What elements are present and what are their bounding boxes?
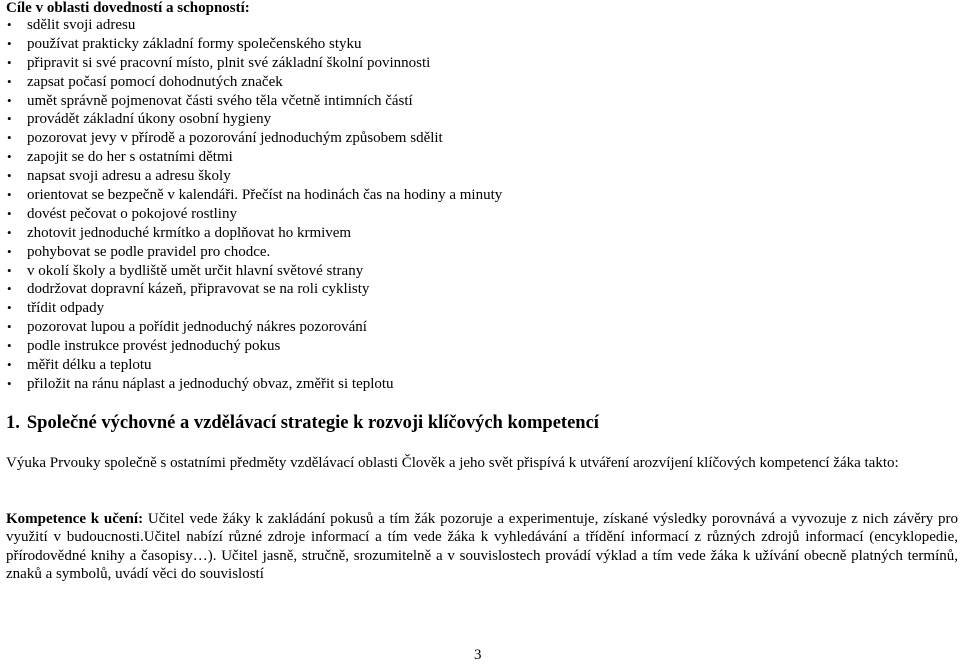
bullet-icon: •	[7, 300, 12, 316]
bullet-icon: •	[7, 111, 12, 127]
bullet-icon: •	[7, 375, 12, 391]
list-item	[0, 243, 502, 262]
list-item-text: připravit si své pracovní místo, plnit své základní školní povinnosti	[27, 54, 431, 71]
chapter-heading-text: Společné výchovné a vzdělávací strategie k rozvoji klíčových kompetencí	[26, 413, 599, 433]
bullet-icon: •	[7, 281, 12, 297]
list-item-text: přiložit na ránu náplast a jednoduchý obvaz, změřit si teplotu	[27, 375, 394, 392]
chapter-heading-number: 1.	[6, 413, 20, 433]
list-item	[0, 73, 502, 92]
competence-paragraph	[6, 510, 958, 584]
competence-text: Učitel vede žáky k zakládání pokusů a tím žák pozoruje a experimentuje, získané výsledky porovnává a vyvozuje z nich závěry pro využití v budoucnosti.Učitel nabízí různé zdroje informací a tím vede žáka k vyhledávání a třídění informací z různých zdrojů informací (encyklopedie, přírodovědné knihy a časopisy…). Učitel jasně, stručně, srozumitelně a v souvislostech provádí výklad a tím vede žáka k užívání obecně platných termínů, znaků a symbolů, uvádí věci do souvislostí	[6, 511, 959, 583]
list-item	[0, 167, 502, 186]
bullet-icon: •	[7, 262, 12, 278]
list-item-text: pozorovat jevy v přírodě a pozorování jednoduchým způsobem sdělit	[27, 130, 443, 147]
list-item	[0, 356, 502, 375]
list-item-text: zapojit se do her s ostatními dětmi	[27, 149, 233, 166]
list-item	[0, 375, 502, 394]
list-item	[0, 16, 502, 35]
list-item	[0, 148, 502, 167]
list-item-text: provádět základní úkony osobní hygieny	[27, 111, 272, 128]
list-item	[0, 110, 502, 129]
list-item	[0, 186, 502, 205]
list-item	[0, 205, 502, 224]
list-item-text: dodržovat dopravní kázeň, připravovat se na roli cyklisty	[27, 281, 370, 298]
section-title: Cíle v oblasti dovedností a schopností:	[6, 0, 250, 16]
page-number: 3	[474, 647, 482, 663]
list-item-text: třídit odpady	[27, 300, 105, 317]
list-item-text: umět správně pojmenovat části svého těla včetně intimních částí	[27, 92, 413, 109]
list-item-text: používat prakticky základní formy společenského styku	[27, 35, 362, 52]
list-item-text: v okolí školy a bydliště umět určit hlavní světové strany	[27, 262, 364, 279]
list-item	[0, 262, 502, 281]
list-item-text: napsat svoji adresu a adresu školy	[27, 168, 231, 185]
list-item-text: sdělit svoji adresu	[27, 17, 136, 33]
list-item	[0, 54, 502, 73]
chapter-heading	[6, 410, 599, 436]
list-item-text: zhotovit jednoduché krmítko a doplňovat ho krmivem	[27, 224, 352, 241]
list-item	[0, 337, 502, 356]
bullet-icon: •	[7, 224, 12, 240]
list-item	[0, 299, 502, 318]
list-item-text: pozorovat lupou a pořídit jednoduchý nákres pozorování	[27, 319, 367, 336]
bullet-icon: •	[7, 149, 12, 165]
list-item	[0, 35, 502, 54]
list-item-text: orientovat se bezpečně v kalendáři. Přečíst na hodinách čas na hodiny a minuty	[27, 187, 503, 204]
bullet-icon: •	[7, 357, 12, 373]
list-item	[0, 92, 502, 111]
list-item-text: dovést pečovat o pokojové rostliny	[27, 205, 237, 222]
competence-label: Kompetence k učení:	[6, 511, 144, 527]
intro-paragraph: Výuka Prvouky společně s ostatními předměty vzdělávací oblasti Člověk a jeho svět přispívá k utváření arozvíjení klíčových kompetencí žáka takto:	[6, 455, 899, 471]
goals-list	[0, 16, 502, 394]
list-item-text: podle instrukce provést jednoduchý pokus	[27, 338, 281, 355]
list-item-text: měřit délku a teplotu	[27, 357, 152, 374]
bullet-icon: •	[7, 17, 12, 32]
bullet-icon: •	[7, 243, 12, 259]
bullet-icon: •	[7, 319, 12, 335]
bullet-icon: •	[7, 54, 12, 70]
list-item-text: zapsat počasí pomocí dohodnutých značek	[27, 73, 283, 90]
list-item	[0, 280, 502, 299]
bullet-icon: •	[7, 35, 12, 51]
bullet-icon: •	[7, 130, 12, 146]
list-item	[0, 224, 502, 243]
bullet-icon: •	[7, 338, 12, 354]
bullet-icon: •	[7, 205, 12, 221]
bullet-icon: •	[7, 92, 12, 108]
list-item-text: pohybovat se podle pravidel pro chodce.	[27, 243, 271, 260]
list-item	[0, 318, 502, 337]
bullet-icon: •	[7, 168, 12, 184]
list-item	[0, 129, 502, 148]
bullet-icon: •	[7, 187, 12, 203]
bullet-icon: •	[7, 73, 12, 89]
